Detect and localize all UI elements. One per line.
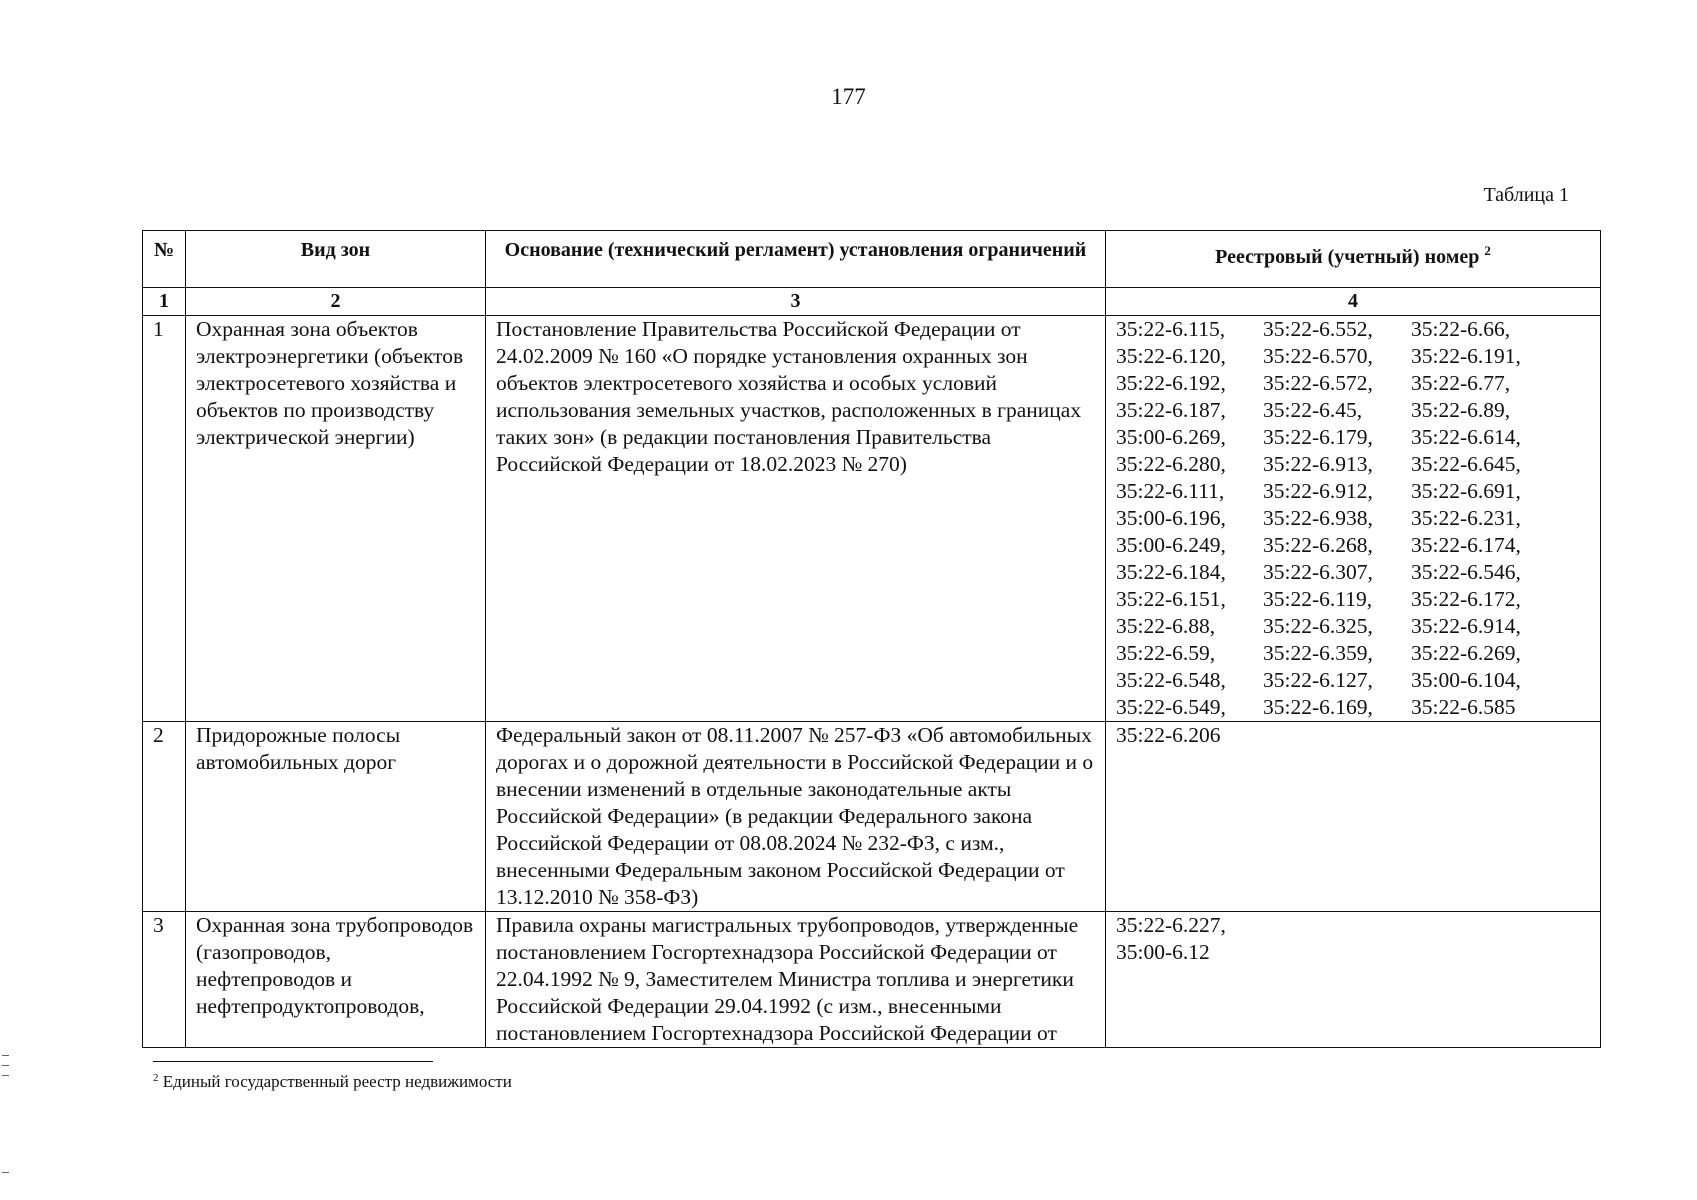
registry-number: 35:22-6.325, (1263, 614, 1373, 638)
registry-cell (1106, 722, 1601, 912)
registry-number: 35:22-6.280, (1116, 452, 1226, 476)
registry-number: 35:22-6.191, (1411, 344, 1521, 368)
table-caption: Таблица 1 (1483, 184, 1569, 206)
header-row (143, 231, 1601, 288)
restrictions-table (142, 230, 1601, 1048)
registry-number: 35:22-6.268, (1263, 533, 1373, 557)
basis-cell: Правила охраны магистральных трубопроводов, утвержденные постановлением Госгортехнадзора Российской Федерации от 22.04.1992 № 9, Заместителем Министра топлива и энергетики Российской Федерации 29.04.1992 (с изм., внесенными постановлением Госгортехнадзора Российской Федерации от (486, 912, 1106, 1048)
registry-number: 35:22-6.614, (1411, 425, 1521, 449)
footnote-separator (153, 1061, 433, 1062)
registry-number: 35:22-6.206 (1116, 723, 1221, 747)
registry-number: 35:22-6.585 (1411, 695, 1516, 719)
registry-number-list (1116, 912, 1590, 966)
page-number: 177 (831, 84, 866, 109)
registry-number: 35:00-6.12 (1116, 940, 1210, 964)
registry-number: 35:22-6.231, (1411, 506, 1521, 530)
column-number: 4 (1106, 288, 1601, 316)
registry-number-list (1116, 722, 1590, 749)
registry-number: 35:22-6.912, (1263, 479, 1373, 503)
registry-number: 35:22-6.89, (1411, 398, 1511, 422)
registry-number: 35:22-6.572, (1263, 371, 1373, 395)
registry-number: 35:22-6.59, (1116, 641, 1216, 665)
zone-type-cell: Охранная зона объектов электроэнергетики (объектов электросетевого хозяйства и объектов по производству электрической энергии) (186, 316, 486, 722)
row-number: 2 (143, 722, 186, 912)
registry-number: 35:22-6.119, (1263, 587, 1373, 611)
registry-number: 35:00-6.104, (1411, 668, 1521, 692)
registry-number: 35:22-6.914, (1411, 614, 1521, 638)
registry-number: 35:22-6.88, (1116, 614, 1216, 638)
header-zone-type: Вид зон (186, 231, 486, 288)
table-row (143, 316, 1601, 722)
registry-number: 35:22-6.645, (1411, 452, 1521, 476)
header-registry-label: Реестровый (учетный) номер (1215, 246, 1480, 268)
registry-number: 35:00-6.249, (1116, 533, 1226, 557)
registry-number: 35:22-6.552, (1263, 317, 1373, 341)
registry-cell (1106, 912, 1601, 1048)
registry-number: 35:22-6.151, (1116, 587, 1226, 611)
registry-number: 35:22-6.45, (1263, 398, 1363, 422)
registry-number: 35:22-6.184, (1116, 560, 1226, 584)
registry-number: 35:22-6.269, (1411, 641, 1521, 665)
header-registry-footnote-mark: 2 (1484, 243, 1491, 258)
registry-number: 35:00-6.269, (1116, 425, 1226, 449)
registry-number: 35:22-6.66, (1411, 317, 1511, 341)
registry-number: 35:22-6.227, (1116, 913, 1226, 937)
registry-number: 35:22-6.570, (1263, 344, 1373, 368)
registry-number: 35:22-6.127, (1263, 668, 1373, 692)
margin-marks (2, 1055, 10, 1182)
zone-type-cell: Придорожные полосы автомобильных дорог (186, 722, 486, 912)
registry-number: 35:22-6.77, (1411, 371, 1511, 395)
header-no: № (143, 231, 186, 288)
registry-number: 35:00-6.196, (1116, 506, 1226, 530)
registry-number: 35:22-6.115, (1116, 317, 1226, 341)
column-number-row (143, 288, 1601, 316)
column-number: 3 (486, 288, 1106, 316)
registry-number: 35:22-6.174, (1411, 533, 1521, 557)
basis-cell: Постановление Правительства Российской Федерации от 24.02.2009 № 160 «О порядке установления охранных зон объектов электросетевого хозяйства и особых условий использования земельных участков, расположенных в границах таких зон» (в редакции постановления Правительства Российской Федерации от 18.02.2023 № 270) (486, 316, 1106, 722)
registry-number: 35:22-6.913, (1263, 452, 1373, 476)
registry-number: 35:22-6.549, (1116, 695, 1226, 719)
row-number: 3 (143, 912, 186, 1048)
registry-number: 35:22-6.359, (1263, 641, 1373, 665)
registry-number: 35:22-6.691, (1411, 479, 1521, 503)
registry-number: 35:22-6.120, (1116, 344, 1226, 368)
table-row (143, 722, 1601, 912)
registry-cell (1106, 316, 1601, 722)
footnote-mark: 2 (153, 1072, 159, 1084)
registry-number: 35:22-6.172, (1411, 587, 1521, 611)
footnote (153, 1072, 512, 1092)
column-number: 2 (186, 288, 486, 316)
registry-number: 35:22-6.187, (1116, 398, 1226, 422)
table-row (143, 912, 1601, 1048)
registry-number: 35:22-6.169, (1263, 695, 1373, 719)
registry-number: 35:22-6.179, (1263, 425, 1373, 449)
header-basis: Основание (технический регламент) установления ограничений (486, 231, 1106, 288)
registry-number-grid (1116, 316, 1590, 721)
header-registry (1106, 231, 1601, 288)
row-number: 1 (143, 316, 186, 722)
zone-type-cell: Охранная зона трубопроводов (газопроводов, нефтепроводов и нефтепродуктопроводов, (186, 912, 486, 1048)
registry-number: 35:22-6.546, (1411, 560, 1521, 584)
registry-number: 35:22-6.548, (1116, 668, 1226, 692)
column-number: 1 (143, 288, 186, 316)
registry-number: 35:22-6.192, (1116, 371, 1226, 395)
registry-number: 35:22-6.938, (1263, 506, 1373, 530)
basis-cell: Федеральный закон от 08.11.2007 № 257-ФЗ «Об автомобильных дорогах и о дорожной деятельности в Российской Федерации и о внесении изменений в отдельные законодательные акты Российской Федерации» (в редакции Федерального закона Российской Федерации от 08.08.2024 № 232-ФЗ, с изм., внесенными Федеральным законом Российской Федерации от 13.12.2010 № 358-ФЗ) (486, 722, 1106, 912)
registry-number: 35:22-6.111, (1116, 479, 1225, 503)
registry-number: 35:22-6.307, (1263, 560, 1373, 584)
footnote-text: Единый государственный реестр недвижимости (162, 1072, 512, 1091)
